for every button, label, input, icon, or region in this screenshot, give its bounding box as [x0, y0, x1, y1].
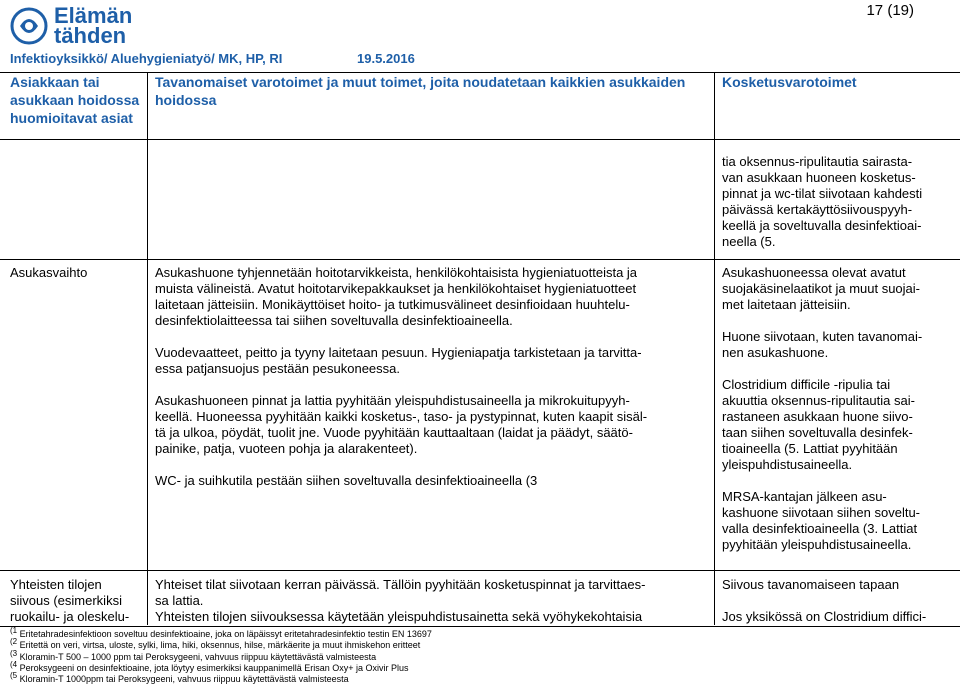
text-line: neella (5. [722, 234, 776, 249]
text-line: Siivous tavanomaiseen tapaan [722, 577, 900, 592]
footnote-number: (2 [10, 637, 18, 647]
text-line: Yhteiset tilat siivotaan kerran päivässä. Tällöin pyyhitään kosketuspinnat ja tarvittaes- [155, 577, 646, 592]
text-line: Vuodevaatteet, peitto ja tyyny laitetaan pesuun. Hygieniapatja tarkistetaan ja tarvitta- [155, 345, 642, 360]
text-line: van asukkaan huoneen kosketus- [722, 170, 916, 185]
column-header-tavanomaiset: Tavanomaiset varotoimet ja muut toimet, joita noudatetaan kaikkien asukkaiden hoidossa [155, 74, 686, 108]
text-line: Asukashuone tyhjennetään hoitotarvikkeista, henkilökohtaisista hygieniatuotteista ja [155, 265, 638, 280]
text-line: pinnat ja wc-tilat siivotaan kahdesti [722, 186, 923, 201]
text-line: Yhteisten tilojen [10, 577, 102, 592]
text-line: Jos yksikössä on Clostridium diffici- [722, 609, 927, 624]
row-label-asukasvaihto: Asukasvaihto [10, 265, 88, 280]
table-row-border [0, 570, 960, 571]
continuation-cell [722, 154, 958, 250]
text-line: muista välineistä. Avatut hoitotarvikepakkaukset ja henkilökohtaiset hygieniatuotteet [155, 281, 637, 296]
row1-col3-cell [722, 265, 958, 553]
text-line: kashuone siivotaan siihen soveltu- [722, 505, 921, 520]
text-line: painike, patja, vuoteen pohja ja alarakenteet). [155, 441, 418, 456]
text-line: Asukashuoneen pinnat ja lattia pyyhitään yleispuhdistusaineella ja mikrokuitupyyh- [155, 393, 630, 408]
logo-line-2: tähden [54, 23, 127, 48]
footnote [10, 648, 432, 663]
column-header-asiat: Asiakkaan tai asukkaan hoidossa huomioitavat asiat [10, 74, 140, 126]
footnote-text: Kloramin-T 1000ppm tai Peroksygeeni, vahvuus riippuu käytettävästä valmisteesta [17, 674, 349, 685]
text-line: akuuttia oksennus-ripulitautia sai- [722, 393, 915, 408]
text-line: ruokailu- ja oleskelu- [10, 609, 130, 624]
text-line: met laitetaan jätteisiin. [722, 297, 851, 312]
text-line: taan siihen soveltuvalla desinfek- [722, 425, 913, 440]
footnote-text: Peroksygeeni on desinfektioaine, jota löytyy esimerkiksi kauppanimellä Erisan Oxy+ ja Oxivir Plus [17, 662, 409, 673]
logo-line-1: Elämän [54, 3, 133, 28]
footnote [10, 659, 432, 674]
header-date: 19.5.2016 [357, 51, 415, 66]
footnote [10, 626, 432, 640]
text-line: essa patjansuojus pestään pesukoneessa. [155, 361, 401, 376]
table-column-divider [147, 73, 148, 625]
footnotes [10, 626, 432, 685]
footnote-number: (1 [10, 626, 18, 635]
row2-col3-cell [722, 577, 958, 625]
text-line: WC- ja suihkutila pestään siihen soveltuvalla desinfektioaineella (3 [155, 473, 538, 488]
text-line: Asukashuoneessa olevat avatut [722, 265, 906, 280]
footnote [10, 671, 432, 685]
row2-col2-cell [155, 577, 711, 625]
text-line: valla desinfektioaineella (3. Lattiat [722, 521, 918, 536]
text-line: rastaneen asukkaan huone siivo- [722, 409, 913, 424]
footnote [10, 637, 432, 651]
header-unit: Infektioyksikkö/ Aluehygieniatyö/ MK, HP, RI [10, 51, 283, 66]
text-line: päivässä kertakäyttösiivouspyyh- [722, 202, 913, 217]
document-header [10, 51, 415, 66]
row-label-yhteiset-tilat [10, 577, 144, 625]
footnote-number: (3 [10, 648, 18, 658]
table-column-divider [714, 73, 715, 625]
text-line: tioaineella (5. Lattiat pyyhitään [722, 441, 898, 456]
footnote-separator [0, 626, 960, 627]
text-line: pyyhitään yleispuhdistusaineella. [722, 537, 912, 552]
text-line: laitetaan jätteisiin. Monikäyttöiset hoito- ja tutkimusvälineet desinfioidaan huuhtelu- [155, 297, 630, 312]
footnote-number: (5 [10, 671, 18, 681]
table-header-border [0, 139, 960, 140]
text-line: sa lattia. [155, 593, 204, 608]
text-line: siivous (esimerkiksi [10, 593, 122, 608]
footnote-text: Eritettä on veri, virtsa, uloste, sylki, lima, hiki, oksennus, hilse, märkäerite ja muut ihmiskehon eritteet [17, 640, 421, 651]
logo-mark-icon [10, 6, 48, 46]
text-line: Huone siivotaan, kuten tavanomai- [722, 329, 923, 344]
text-line: keellä ja soveltuvalla desinfektioai- [722, 218, 922, 233]
text-line: yleispuhdistusaineella. [722, 457, 853, 472]
row1-col2-cell [155, 265, 711, 489]
column-header-kosketus: Kosketusvarotoimet [722, 74, 857, 90]
table-row-border [0, 259, 960, 260]
footnote-text: Eritetahradesinfektioon soveltuu desinfektioaine, joka on läpäissyt eritetahradesinfektio testin EN 13697 [17, 629, 432, 639]
text-line: suojakäsinelaatikot ja muut suojai- [722, 281, 920, 296]
text-line: Clostridium difficile -ripulia tai [722, 377, 891, 392]
text-line: desinfektiolaitteessa tai siihen soveltuvalla desinfektioaineella. [155, 313, 513, 328]
text-line: nen asukashuone. [722, 345, 829, 360]
text-line: Yhteisten tilojen siivouksessa käytetään yleispuhdistusainetta sekä vyöhykekohtaisia [155, 609, 643, 624]
text-line: tia oksennus-ripulitautia sairasta- [722, 154, 913, 169]
page-number: 17 (19) [866, 2, 914, 19]
footnote-number: (4 [10, 659, 18, 669]
text-line: tä ja ulkoa, pöydät, tuolit jne. Vuode pyyhitään kauttaaltaan (laidat ja päädyt, säätö- [155, 425, 633, 440]
text-line: MRSA-kantajan jälkeen asu- [722, 489, 887, 504]
text-line: keellä. Huoneessa pyyhitään kaikki kosketus-, taso- ja pystypinnat, kuten kaapit sisäl- [155, 409, 648, 424]
footnote-text: Kloramin-T 500 – 1000 ppm tai Peroksygeeni, vahvuus riippuu käytettävästä valmisteesta [17, 651, 377, 662]
elaman-tahden-logo [10, 4, 140, 48]
